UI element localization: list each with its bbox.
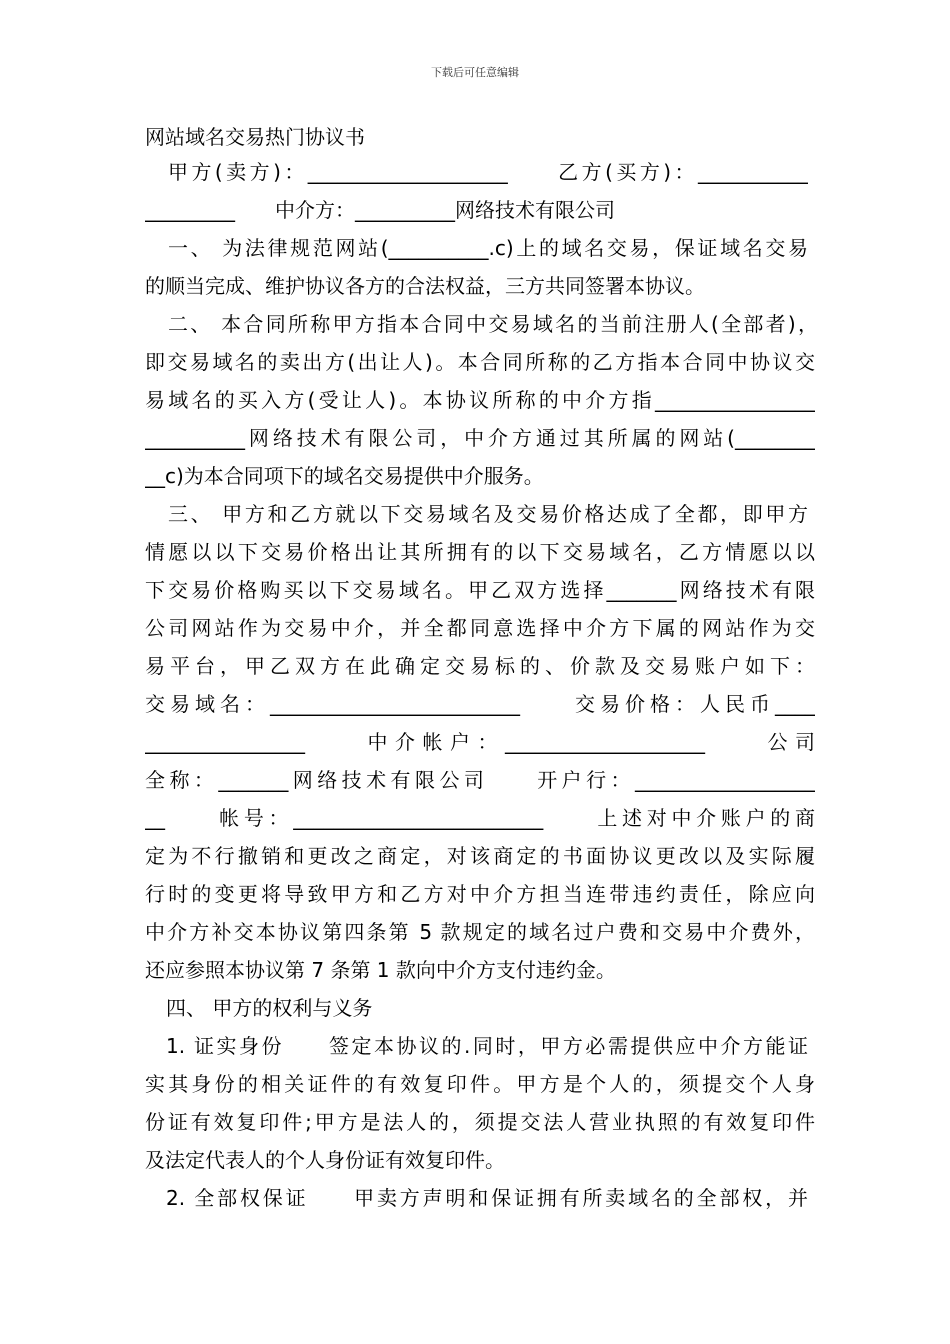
line-20: 行时的变更将导致甲方和乙方对中介方担当连带违约责任，除应向	[145, 882, 815, 906]
line-13: 公司网站作为交易中介，并全都同意选择中介方下属的网站作为交	[145, 616, 815, 640]
line-24: 1. 证实身份 签定本协议的.同时，甲方必需提供应中介方能证	[166, 1034, 808, 1058]
line-15: 交易域名：_________________________ 交易价格：人民币____	[145, 692, 815, 716]
line-14: 易平台，甲乙双方在此确定交易标的、价款及交易账户如下：	[145, 654, 815, 678]
line-1: 甲方(卖方)：____________________ 乙方(买方)：___________	[168, 160, 808, 184]
line-22: 还应参照本协议第 7 条第 1 款向中介方支付违约金。	[145, 958, 616, 982]
line-16: ________________ 中介帐户：____________________ 公司	[145, 730, 815, 754]
line-6: 即交易域名的卖出方(出让人)。本合同所称的乙方指本合同中协议交	[145, 350, 815, 374]
line-4: 的顺当完成、维护协议各方的合法权益，三方共同签署本协议。	[145, 274, 705, 298]
line-21: 中介方补交本协议第四条第 5 款规定的域名过户费和交易中介费外，	[145, 920, 815, 944]
line-26: 份证有效复印件;甲方是法人的，须提交法人营业执照的有效复印件	[145, 1110, 815, 1134]
line-10: 三、 甲方和乙方就以下交易域名及交易价格达成了全都，即甲方	[168, 502, 808, 526]
section-four-heading: 四、 甲方的权利与义务	[166, 996, 373, 1020]
line-28: 2. 全部权保证 甲卖方声明和保证拥有所卖域名的全部权，并	[166, 1186, 808, 1210]
line-3: 一、 为法律规范网站(__________.c)上的域名交易，保证域名交易	[168, 236, 808, 260]
line-5: 二、 本合同所称甲方指本合同中交易域名的当前注册人(全部者)，	[168, 312, 818, 336]
line-7: 易域名的买入方(受让人)。本协议所称的中介方指________________	[145, 388, 815, 412]
line-19: 定为不行撤销和更改之商定，对该商定的书面协议更改以及实际履	[145, 844, 815, 868]
line-25: 实其身份的相关证件的有效复印件。甲方是个人的，须提交个人身	[145, 1072, 815, 1096]
line-12: 下交易价格购买以下交易域名。甲乙双方选择_______网络技术有限	[145, 578, 815, 602]
page-header: 下载后可任意编辑	[431, 66, 519, 79]
line-17: 全称：_______网络技术有限公司 开户行：__________________	[145, 768, 815, 792]
line-2: _________ 中介方：__________网络技术有限公司	[145, 198, 615, 222]
line-11: 情愿以以下交易价格出让其所拥有的以下交易域名，乙方情愿以以	[145, 540, 815, 564]
line-27: 及法定代表人的个人身份证有效复印件。	[145, 1148, 505, 1172]
line-9: __c)为本合同项下的域名交易提供中介服务。	[145, 464, 544, 488]
line-18: __ 帐号：_________________________ 上述对中介账户的商	[145, 806, 815, 830]
document-title: 网站域名交易热门协议书	[145, 125, 365, 149]
line-8: __________网络技术有限公司，中介方通过其所属的网站(________	[145, 426, 815, 450]
